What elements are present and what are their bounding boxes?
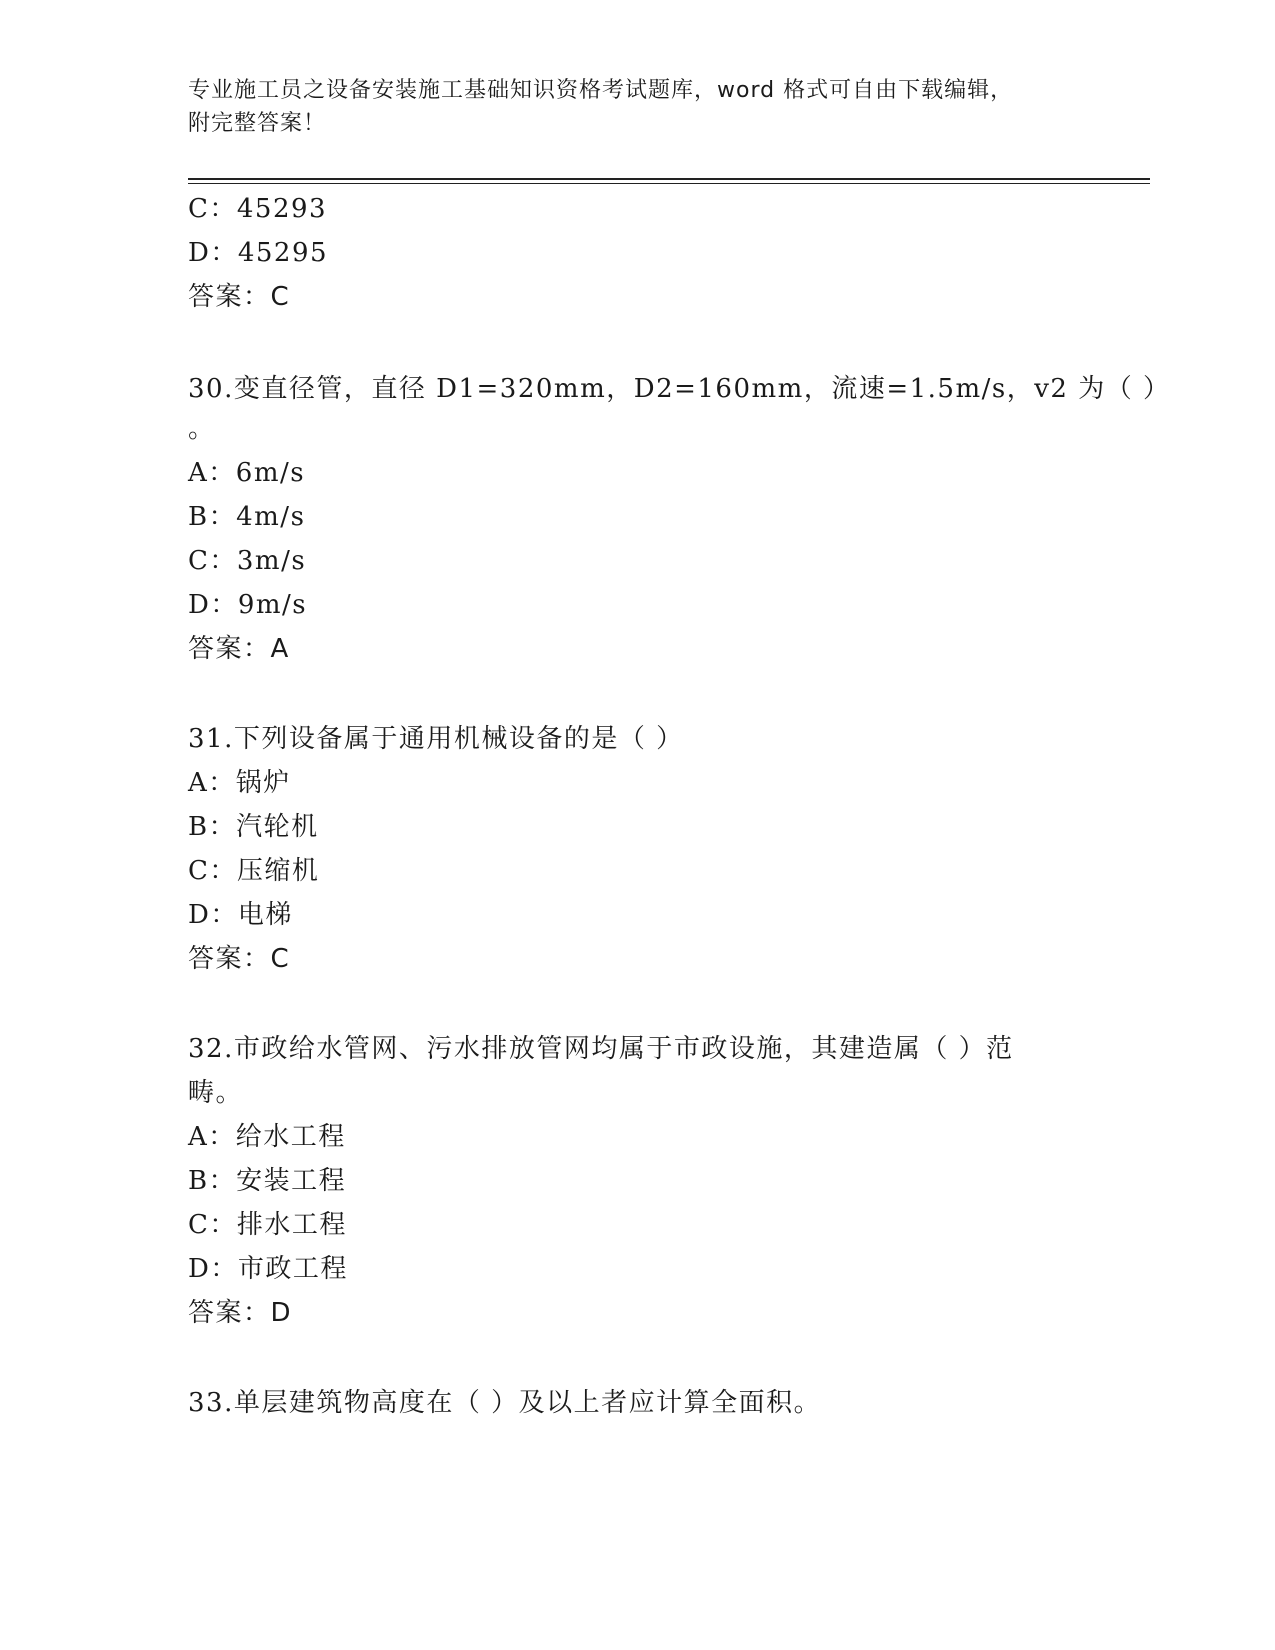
question-31-option-c: C：压缩机 [188, 856, 320, 886]
header-line-2: 附完整答案！ [188, 111, 327, 136]
question-30-answer: 答案：A [188, 634, 290, 664]
question-32-option-b: B：安装工程 [188, 1166, 347, 1196]
question-31-option-d: D：电梯 [188, 900, 293, 930]
question-32-option-c: C：排水工程 [188, 1210, 347, 1240]
question-32-stem-cont: 畴。 [188, 1078, 244, 1108]
question-31-option-b: B：汽轮机 [188, 812, 319, 842]
header-divider-thick [188, 178, 1150, 180]
question-30-option-a: A：6m/s [188, 458, 306, 488]
question-32-stem: 32.市政给水管网、污水排放管网均属于市政设施，其建造属（ ）范 [188, 1034, 1014, 1064]
header-line-1: 专业施工员之设备安装施工基础知识资格考试题库，word 格式可自由下载编辑， [188, 78, 1014, 103]
question-31-answer: 答案：C [188, 944, 291, 974]
question-30-stem-cont: 。 [188, 414, 216, 444]
prev-option-d: D：45295 [188, 238, 329, 268]
prev-answer: 答案：C [188, 282, 291, 312]
question-30-stem: 30.变直径管，直径 D1=320mm，D2=160mm，流速=1.5m/s，v2 为（ ） [188, 374, 1171, 404]
question-32-option-a: A：给水工程 [188, 1122, 346, 1152]
question-31-stem: 31.下列设备属于通用机械设备的是（ ） [188, 724, 684, 754]
question-31-option-a: A：锅炉 [188, 768, 291, 798]
question-30-option-d: D：9m/s [188, 590, 308, 620]
prev-option-c: C：45293 [188, 194, 328, 224]
header-divider-thin [188, 183, 1150, 184]
question-30-option-c: C：3m/s [188, 546, 307, 576]
document-header [188, 74, 1088, 140]
question-30-option-b: B：4m/s [188, 502, 306, 532]
question-32-answer: 答案：D [188, 1298, 293, 1328]
question-32-option-d: D：市政工程 [188, 1254, 348, 1284]
question-33-stem: 33.单层建筑物高度在（ ）及以上者应计算全面积。 [188, 1388, 822, 1418]
